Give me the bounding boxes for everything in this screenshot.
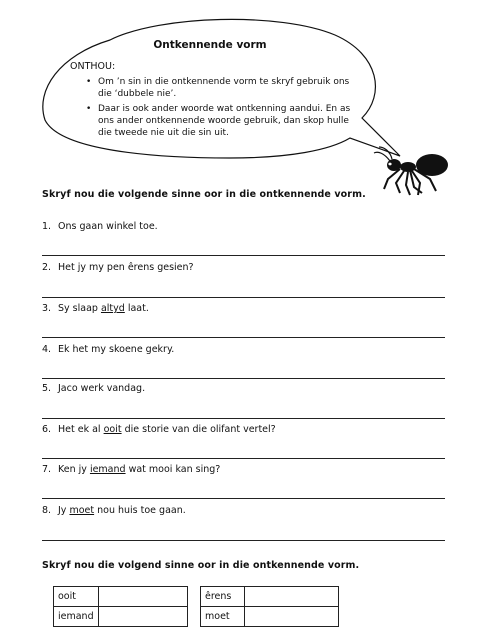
question-2 bbox=[42, 262, 194, 273]
question-text: Ken jy bbox=[58, 464, 90, 475]
question-text: Het ek al bbox=[58, 424, 104, 435]
answer-line-5[interactable] bbox=[42, 418, 445, 419]
question-3 bbox=[42, 303, 149, 314]
question-text: Jy bbox=[58, 505, 70, 516]
question-text: Jaco werk vandag. bbox=[58, 383, 146, 394]
bubble-title: Ontkennende vorm bbox=[153, 39, 267, 51]
question-text: Sy slaap bbox=[58, 303, 101, 314]
question-number: 3. bbox=[42, 303, 52, 314]
question-text: Het jy my pen êrens gesien? bbox=[58, 262, 194, 273]
word-table-right bbox=[200, 586, 339, 627]
ant-illustration bbox=[370, 145, 460, 197]
answer-line-8[interactable] bbox=[42, 540, 445, 541]
word-cell: êrens bbox=[201, 587, 245, 607]
question-number: 1. bbox=[42, 221, 52, 232]
question-number: 5. bbox=[42, 383, 52, 394]
answer-line-2[interactable] bbox=[42, 297, 445, 298]
answer-cell[interactable] bbox=[245, 607, 339, 627]
question-number: 7. bbox=[42, 464, 52, 475]
word-cell: moet bbox=[201, 607, 245, 627]
answer-line-1[interactable] bbox=[42, 255, 445, 256]
question-text: wat mooi kan sing? bbox=[125, 464, 221, 475]
word-cell: iemand bbox=[54, 607, 99, 627]
answer-cell[interactable] bbox=[98, 587, 187, 607]
question-6 bbox=[42, 424, 276, 435]
answer-cell[interactable] bbox=[245, 587, 339, 607]
answer-line-4[interactable] bbox=[42, 378, 445, 379]
question-text: die storie van die olifant vertel? bbox=[121, 424, 276, 435]
answer-line-6[interactable] bbox=[42, 458, 445, 459]
question-1 bbox=[42, 221, 158, 232]
question-7 bbox=[42, 464, 220, 475]
underlined-word: moet bbox=[69, 505, 95, 516]
answer-line-7[interactable] bbox=[42, 498, 445, 499]
underlined-word: ooit bbox=[103, 424, 122, 435]
question-number: 4. bbox=[42, 344, 52, 355]
onthou-label: ONTHOU: bbox=[70, 61, 116, 72]
question-number: 2. bbox=[42, 262, 52, 273]
word-table-left bbox=[53, 586, 188, 627]
answer-cell[interactable] bbox=[98, 607, 187, 627]
instruction-2: Skryf nou die volgend sinne oor in die ontkennende vorm. bbox=[42, 560, 360, 571]
instruction-1: Skryf nou die volgende sinne oor in die ontkennende vorm. bbox=[42, 189, 366, 200]
bubble-bullet-1: • Om ’n sin in die ontkennende vorm te skryf gebruik ons die ‘dubbele nie’. bbox=[84, 76, 354, 100]
question-text: Ons gaan winkel toe. bbox=[58, 221, 158, 232]
question-text: nou huis toe gaan. bbox=[94, 505, 186, 516]
question-text: laat. bbox=[124, 303, 149, 314]
question-number: 6. bbox=[42, 424, 52, 435]
question-number: 8. bbox=[42, 505, 52, 516]
answer-line-3[interactable] bbox=[42, 337, 445, 338]
word-cell: ooit bbox=[54, 587, 99, 607]
bubble-bullets bbox=[84, 76, 354, 142]
question-8 bbox=[42, 505, 186, 516]
question-text: Ek het my skoene gekry. bbox=[58, 344, 175, 355]
bubble-bullet-2: • Daar is ook ander woorde wat ontkenning aandui. En as ons ander ontkennende woorde gebruik, dan skop hulle die tweede nie uit die sin uit. bbox=[84, 103, 354, 139]
question-5 bbox=[42, 383, 145, 394]
underlined-word: iemand bbox=[89, 464, 126, 475]
question-4 bbox=[42, 344, 174, 355]
underlined-word: altyd bbox=[100, 303, 125, 314]
